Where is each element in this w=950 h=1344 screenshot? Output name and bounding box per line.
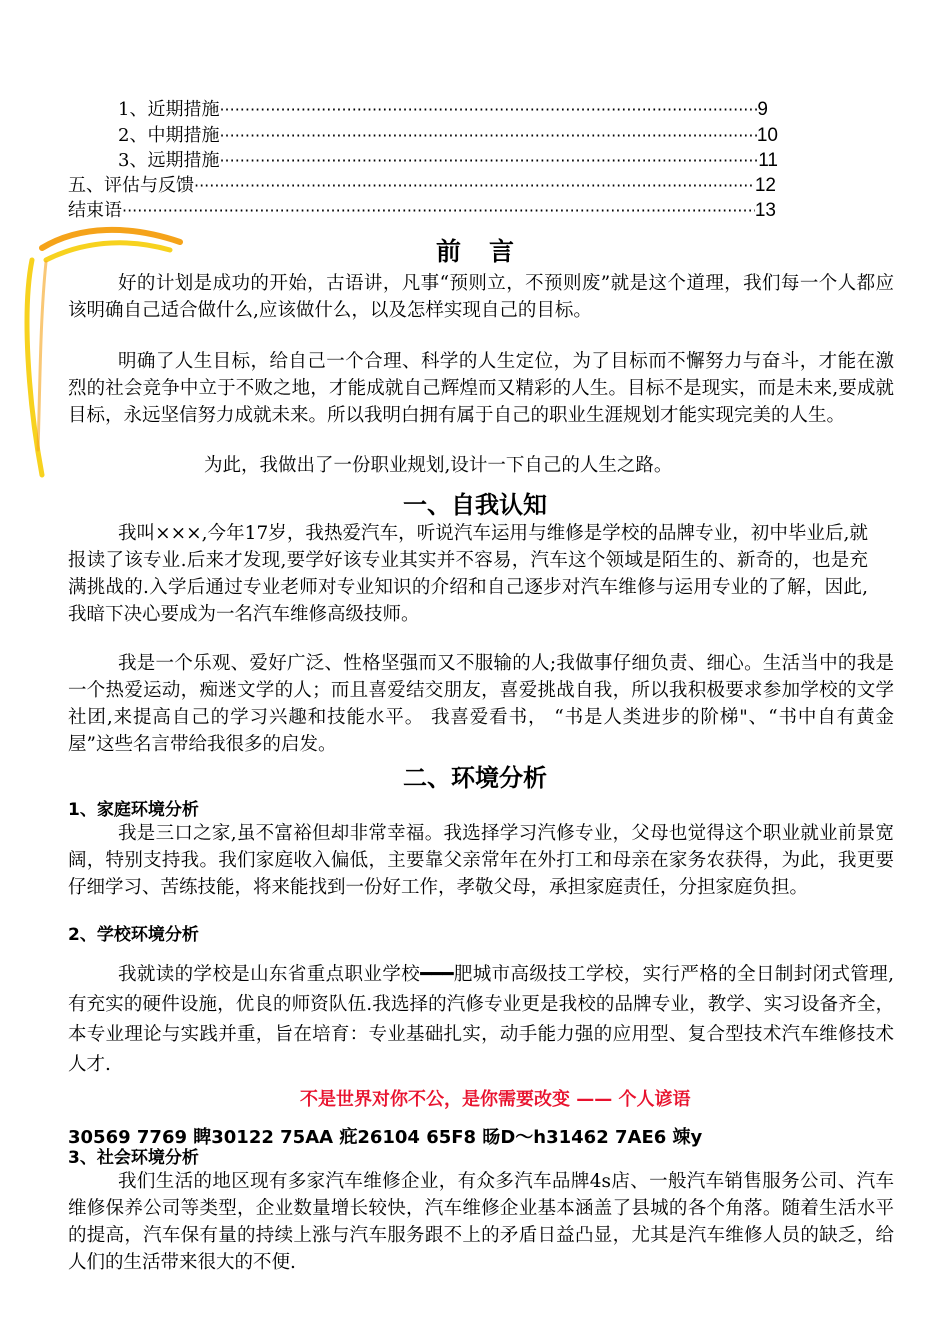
- toc-label: 3、远期措施: [118, 150, 220, 171]
- school-paragraph: 我就读的学校是山东省重点职业学校━━━肥城市高级技工学校，实行严格的全日制封闭式管理,有充实的硬件设施，优良的师资队伍.我选择的汽修专业更是我校的品牌专业，教学、实习设备齐全，本专业理论与实践并重，旨在培育：专业基础扎实，动手能力强的应用型、复合型技术汽车维修技术人才.: [68, 964, 894, 1075]
- toc-label: 2、中期措施: [118, 125, 220, 146]
- subsection-title: 3、社会环境分析: [68, 1148, 199, 1168]
- toc-page-number: 9: [757, 99, 768, 120]
- society-paragraph: 我们生活的地区现有多家汽车维修企业，有众多汽车品牌4s店、一般汽车销售服务公司、汽车维修保养公司等类型，企业数量增长较快，汽车维修企业基本涵盖了县城的各个角落。随着生活水平的提高，汽车保有量的持续上涨与汽车服务跟不上的矛盾日益凸显，尤其是汽车维修人员的缺乏，给人们的生活带来很大的不便.: [68, 1171, 894, 1273]
- toc-leader: [122, 199, 755, 223]
- toc-page-number: 12: [754, 175, 776, 196]
- self-paragraph: 我叫×××,今年17岁，我热爱汽车，听说汽车运用与维修是学校的品牌专业，初中毕业后,就报读了该专业.后来才发现,要学好该专业其实并不容易，汽车这个领域是陌生的、新奇的，也是充满挑战的.入学后通过专业老师对专业知识的介绍和自己逐步对汽车维修与运用专业的了解，因此,我暗下决心要成为一名汽车维修高级技师。: [68, 523, 868, 625]
- preface-title: 前言: [435, 237, 542, 266]
- toc-label: 结束语: [68, 200, 122, 221]
- preface-paragraph: 好的计划是成功的开始，古语讲，凡事“预则立，不预则废”就是这个道理，我们每一个人都应该明确自己适合做什么,应该做什么，以及怎样实现自己的目标。: [68, 273, 894, 321]
- toc-label: 五、评估与反馈: [68, 175, 194, 196]
- subsection-title: 2、学校环境分析: [68, 925, 199, 945]
- toc-leader: [219, 98, 757, 122]
- toc-row[interactable]: [68, 174, 776, 198]
- family-paragraph: 我是三口之家,虽不富裕但却非常幸福。我选择学习汽修专业，父母也觉得这个职业就业前景宽阔，特别支持我。我们家庭收入偏低，主要靠父亲常年在外打工和母亲在家务农获得，为此，我更要仔细学习、苦练技能，将来能找到一份好工作，孝敬父母，承担家庭责任，分担家庭负担。: [68, 823, 894, 898]
- toc-leader: [219, 124, 756, 148]
- toc-page-number: 13: [754, 200, 776, 221]
- toc-leader: [194, 174, 755, 198]
- motto-text: 不是世界对你不公，是你需要改变 —— 个人谚语: [300, 1089, 691, 1110]
- subsection-title: 1、家庭环境分析: [68, 800, 199, 820]
- toc-page-number: 10: [756, 125, 778, 146]
- toc-row[interactable]: [118, 98, 768, 122]
- preface-paragraph: 为此，我做出了一份职业规划,设计一下自己的人生之路。: [204, 455, 673, 476]
- toc-label: 1、近期措施: [118, 99, 220, 120]
- toc-page-number: 11: [758, 150, 778, 171]
- toc-row[interactable]: [118, 149, 778, 173]
- section-title: 二、环境分析: [403, 764, 547, 792]
- toc-leader: [219, 149, 758, 173]
- toc-row[interactable]: [118, 124, 778, 148]
- self-paragraph: 我是一个乐观、爱好广泛、性格坚强而又不服输的人;我做事仔细负责、细心。生活当中的我是一个热爱运动，痴迷文学的人；而且喜爱结交朋友，喜爱挑战自我，所以我积极要求参加学校的文学社团,来提高自己的学习兴趣和技能水平。 我喜爱看书， “书是人类进步的阶梯"、“书中自有黄金屋”这些名言带给我很多的启发。: [68, 653, 894, 755]
- toc-row[interactable]: [68, 199, 776, 223]
- section-title: 一、自我认知: [403, 491, 547, 519]
- code-line: 30569 7769 睥30122 75AA 疪26104 65F8 旸D～h31462 7AE6 竦y: [68, 1127, 703, 1148]
- preface-paragraph: 明确了人生目标，给自己一个合理、科学的人生定位，为了目标而不懈努力与奋斗，才能在激烈的社会竞争中立于不败之地，才能成就自己辉煌而又精彩的人生。目标不是现实，而是未来,要成就目标，永远坚信努力成就未来。所以我明白拥有属于自己的职业生涯规划才能实现完美的人生。: [68, 351, 894, 426]
